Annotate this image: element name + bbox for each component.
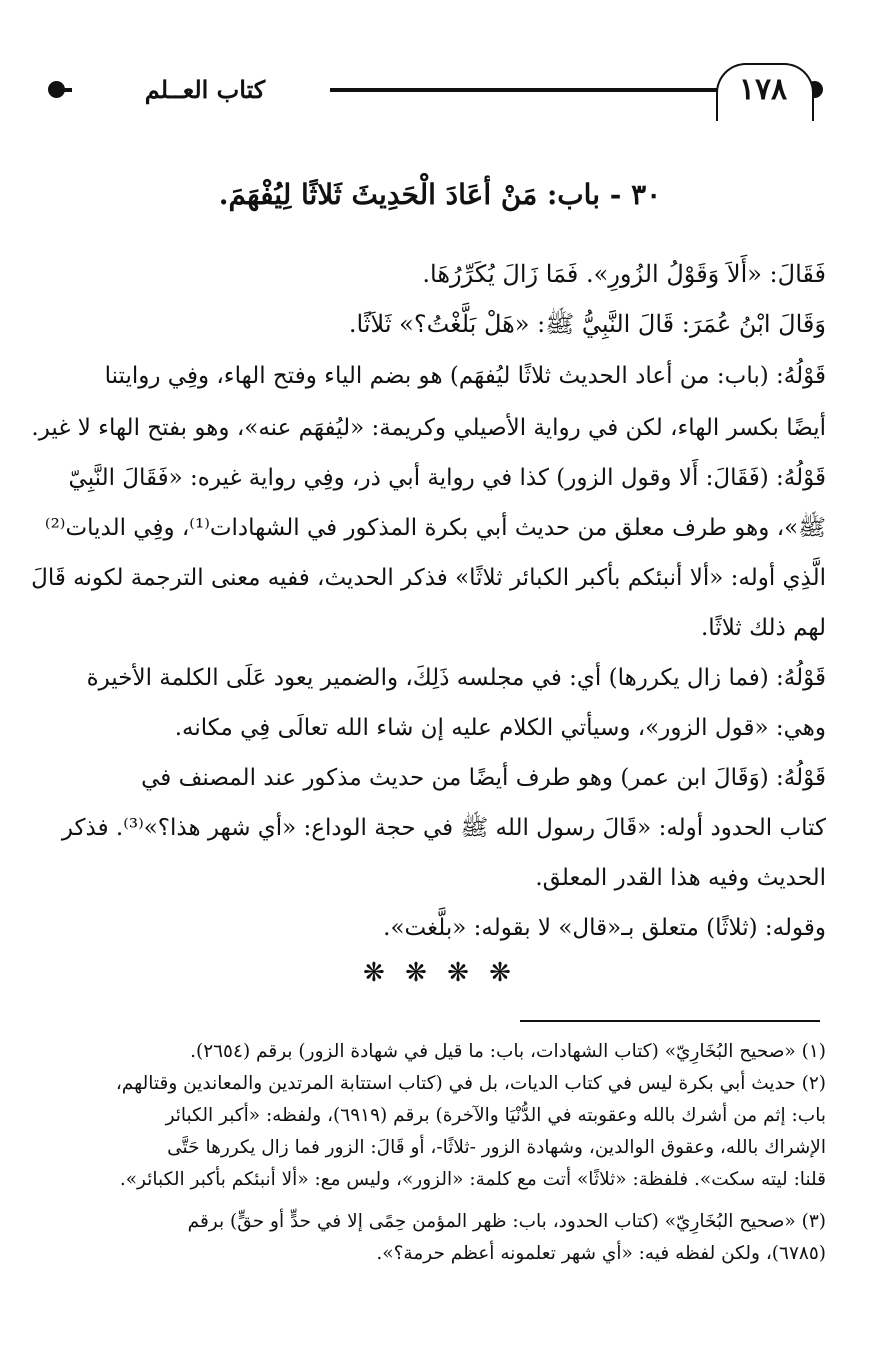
footnote-line: (٣) «صحيح البُخَارِيّ» (كتاب الحدود، باب: ظهر المؤمن حِمًى إلا في حدٍّ أو حقٍّ) برقم — [187, 1211, 826, 1232]
commentary-line: أيضًا بكسر الهاء، لكن في رواية الأصيلي وكريمة: «ليُفهَم عنه»، وهو بفتح الهاء لا غير. — [31, 415, 826, 441]
running-title: كتاب العــلم — [144, 75, 266, 104]
commentary-line: وهي: «قول الزور»، وسيأتي الكلام عليه إن شاء الله تعالَى فِي مكانه. — [174, 715, 826, 741]
section-separator: ❋ ❋ ❋ ❋ — [363, 958, 517, 988]
chapter-title: ٣٠ - باب: مَنْ أعَادَ الْحَدِيثَ ثَلاثًا لِيُفْهَمَ. — [218, 178, 662, 211]
page-number: ١٧٨ — [738, 72, 788, 107]
commentary-line: قَوْلُهُ: (فَقَالَ: أَلا وقول الزور) كذا في رواية أبي ذر، وفِي رواية غيره: «فَقَالَ النَّبِيّ — [68, 465, 826, 491]
commentary-line: قَوْلُهُ: (فما زال يكررها) أي: في مجلسه ذَلِكَ، والضمير يعود عَلَى الكلمة الأخيرة — [86, 665, 826, 691]
footnote-line: (٢) حديث أبي بكرة ليس في كتاب الديات، بل في (كتاب استتابة المرتدين والمعاندين وقتالهم، — [115, 1073, 826, 1094]
hadith-line: وَقَالَ ابْنُ عُمَرَ: قَالَ النَّبِيُّ ﷺ: «هَلْ بَلَّغْتُ؟» ثَلاَثًا. — [348, 310, 826, 338]
page-header — [0, 58, 873, 122]
commentary-line: الحديث وفيه هذا القدر المعلق. — [535, 865, 826, 891]
footnote-line: (١) «صحيح البُخَارِيّ» (كتاب الشهادات، باب: ما قيل في شهادة الزور) برقم (٢٦٥٤). — [190, 1041, 826, 1062]
header-rule — [330, 88, 720, 92]
commentary-line: قَوْلُهُ: (وَقَالَ ابن عمر) وهو طرف أيضًا من حديث مذكور عند المصنف في — [141, 765, 826, 791]
footnote-line: الإشراك بالله، وعقوق الوالدين، وشهادة الزور -ثلاثًا-، أو قَالَ: الزور فما زال يكررها حَتَّى — [167, 1137, 826, 1158]
hadith-line: فَقَالَ: «أَلاَ وَقَوْلُ الزُورِ». فَمَا زَالَ يُكَرِّرُهَا. — [422, 260, 826, 288]
footnote-line: باب: إثم من أشرك بالله وعقوبته في الدُّنْيَا والآخرة) برقم (٦٩١٩)، ولفظه: «أكبر الكبائر — [165, 1105, 826, 1126]
commentary-line: قَوْلُهُ: (باب: من أعاد الحديث ثلاثًا ليُفهَم) هو بضم الياء وفتح الهاء، وفِي روايتنا — [104, 363, 826, 389]
commentary-line: كتاب الحدود أوله: «قَالَ رسول الله ﷺ في حجة الوداع: «أي شهر هذا؟»⁽³⁾. فذكر — [61, 815, 826, 841]
commentary-line: الَّذِي أوله: «ألا أنبئكم بأكبر الكبائر ثلاثًا» فذكر الحديث، ففيه معنى الترجمة لكونه قَالَ — [31, 565, 826, 591]
commentary-line: ﷺ»، وهو طرف معلق من حديث أبي بكرة المذكور في الشهادات⁽¹⁾، وفِي الديات⁽²⁾ — [44, 515, 826, 541]
footnote-line: (٦٧٨٥)، ولكن لفظه فيه: «أي شهر تعلمونه أعظم حرمة؟». — [376, 1243, 826, 1264]
commentary-line: لهم ذلك ثلاثًا. — [700, 615, 826, 641]
footnote-line: قلنا: ليته سكت». فلفظة: «ثلاثًا» أتت مع كلمة: «الزور»، وليس مع: «ألا أنبئكم بأكبر الكبائر». — [119, 1169, 826, 1190]
commentary-line: وقوله: (ثلاثًا) متعلق بـ«قال» لا بقوله: «بلَّغت». — [383, 915, 826, 941]
footnote-rule — [520, 1020, 820, 1022]
header-dot-left — [48, 81, 65, 98]
